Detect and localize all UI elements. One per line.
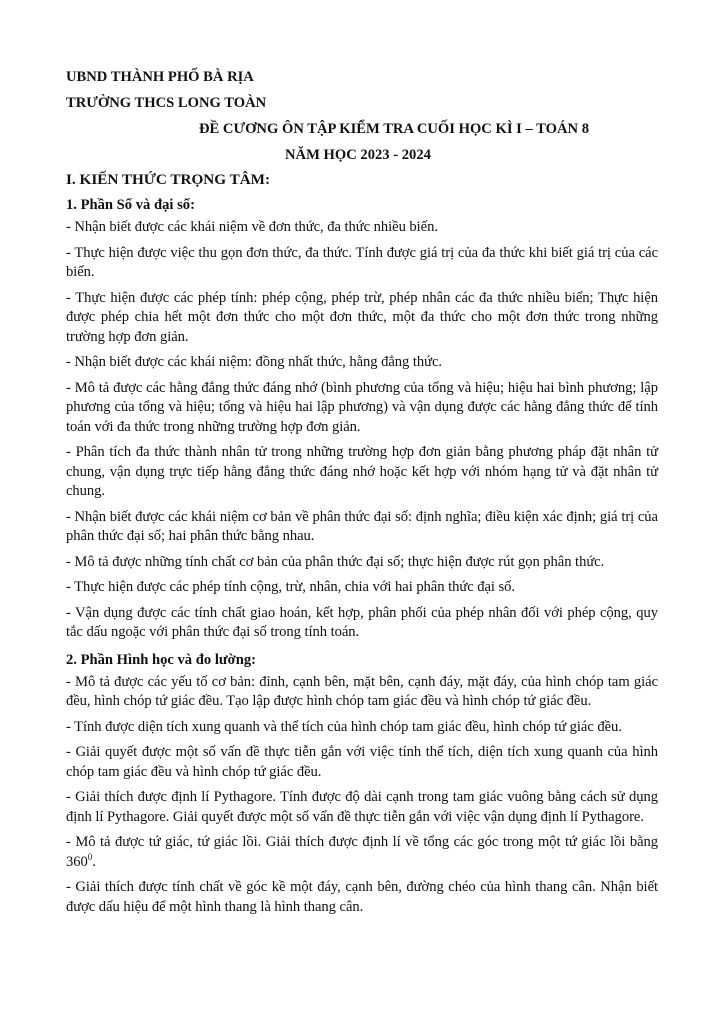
list-item: - Thực hiện được các phép tính cộng, trừ, nhân, chia với hai phân thức đại số. — [66, 579, 515, 595]
list-item: - Thực hiện được việc thu gọn đơn thức, đa thức. Tính được giá trị của đa thức khi biết giá trị của các biến. — [66, 244, 658, 280]
list-item: - Mô tả được những tính chất cơ bản của phân thức đại số; thực hiện được rút gọn phân thức. — [66, 553, 605, 570]
list-item: - Nhận biết được các khái niệm về đơn thức, đa thức nhiều biến. — [66, 219, 438, 235]
list-item: - Nhận biết được các khái niệm: đồng nhất thức, hằng đẳng thức. — [66, 354, 443, 370]
list-item-quadrilateral-angles — [66, 833, 658, 872]
subsection-heading-geometry: 2. Phần Hình học và đo lường: — [66, 651, 256, 668]
list-item: - Giải quyết được một số vấn đề thực tiễn gắn với việc tính thể tích, diện tích xung quanh của hình chóp tam giác đều và hình chóp tứ giác đều. — [66, 744, 658, 780]
list-item: - Giải thích được định lí Pythagore. Tính được độ dài cạnh trong tam giác vuông bằng cách sử dụng định lí Pythagore. Giải quyết được một số vấn đề thực tiễn gắn với việc vận dụng định lí Pythagore. — [66, 789, 658, 825]
section-heading-key-knowledge: I. KIẾN THỨC TRỌNG TÂM: — [66, 171, 271, 188]
list-item: - Nhận biết được các khái niệm cơ bản về phân thức đại số: định nghĩa; điều kiện xác định; giá trị của phân thức đại số; hai phân thức bằng nhau. — [66, 508, 658, 544]
list-item: - Mô tả được các yếu tố cơ bản: đỉnh, cạnh bên, mặt bên, cạnh đáy, mặt đáy, của hình chóp tam giác đều, hình chóp tứ giác đều. Tạo lập được hình chóp tam giác đều và hình chóp tứ giác đều. — [66, 673, 658, 709]
school-year: NĂM HỌC 2023 - 2024 — [285, 147, 431, 163]
list-item-end: . — [92, 853, 96, 870]
subsection-heading-algebra: 1. Phần Số và đại số: — [66, 197, 195, 213]
list-item: - Tính được diện tích xung quanh và thể tích của hình chóp tam giác đều, hình chóp tứ giác đều. — [66, 718, 622, 735]
list-item: - Mô tả được các hằng đẳng thức đáng nhớ (bình phương của tổng và hiệu; hiệu hai bình phương; lập phương của tổng và hiệu; tổng và hiệu hai lập phương) và vận dụng được các hằng đẳng thức để tính toán với đa thức trong những trường hợp đơn giản. — [66, 379, 658, 435]
list-item: - Giải thích được tính chất về góc kề một đáy, cạnh bên, đường chéo của hình thang cân. Nhận biết được dấu hiệu để một hình thang là hình thang cân. — [66, 879, 658, 915]
degree-superscript: 0 — [87, 851, 93, 862]
list-item-text: - Mô tả được tứ giác, tứ giác lồi. Giải thích được định lí về tổng các góc trong một tứ giác lồi bằng 360 — [66, 834, 658, 870]
authority-name: UBND THÀNH PHỐ BÀ RỊA — [66, 69, 254, 85]
list-item: - Vận dụng được các tính chất giao hoán, kết hợp, phân phối của phép nhân đối với phép cộng, quy tắc dấu ngoặc với phân thức đại số trong tính toán. — [66, 604, 658, 640]
school-name: TRƯỜNG THCS LONG TOÀN — [66, 95, 267, 111]
document-title: ĐỀ CƯƠNG ÔN TẬP KIỂM TRA CUỐI HỌC KÌ I – TOÁN 8 — [199, 121, 590, 137]
document-page — [66, 64, 658, 923]
list-item: - Thực hiện được các phép tính: phép cộng, phép trừ, phép nhân các đa thức nhiều biến; Thực hiện được phép chia hết một đơn thức cho một đơn thức, một đa thức cho một đơn thức trong những trường hợp đơn giản. — [66, 289, 658, 345]
list-item: - Phân tích đa thức thành nhân tử trong những trường hợp đơn giản bằng phương pháp đặt nhân tử chung, vận dụng trực tiếp hằng đẳng thức đáng nhớ hoặc kết hợp với nhóm hạng tử và đặt nhân tử chung. — [66, 444, 658, 499]
